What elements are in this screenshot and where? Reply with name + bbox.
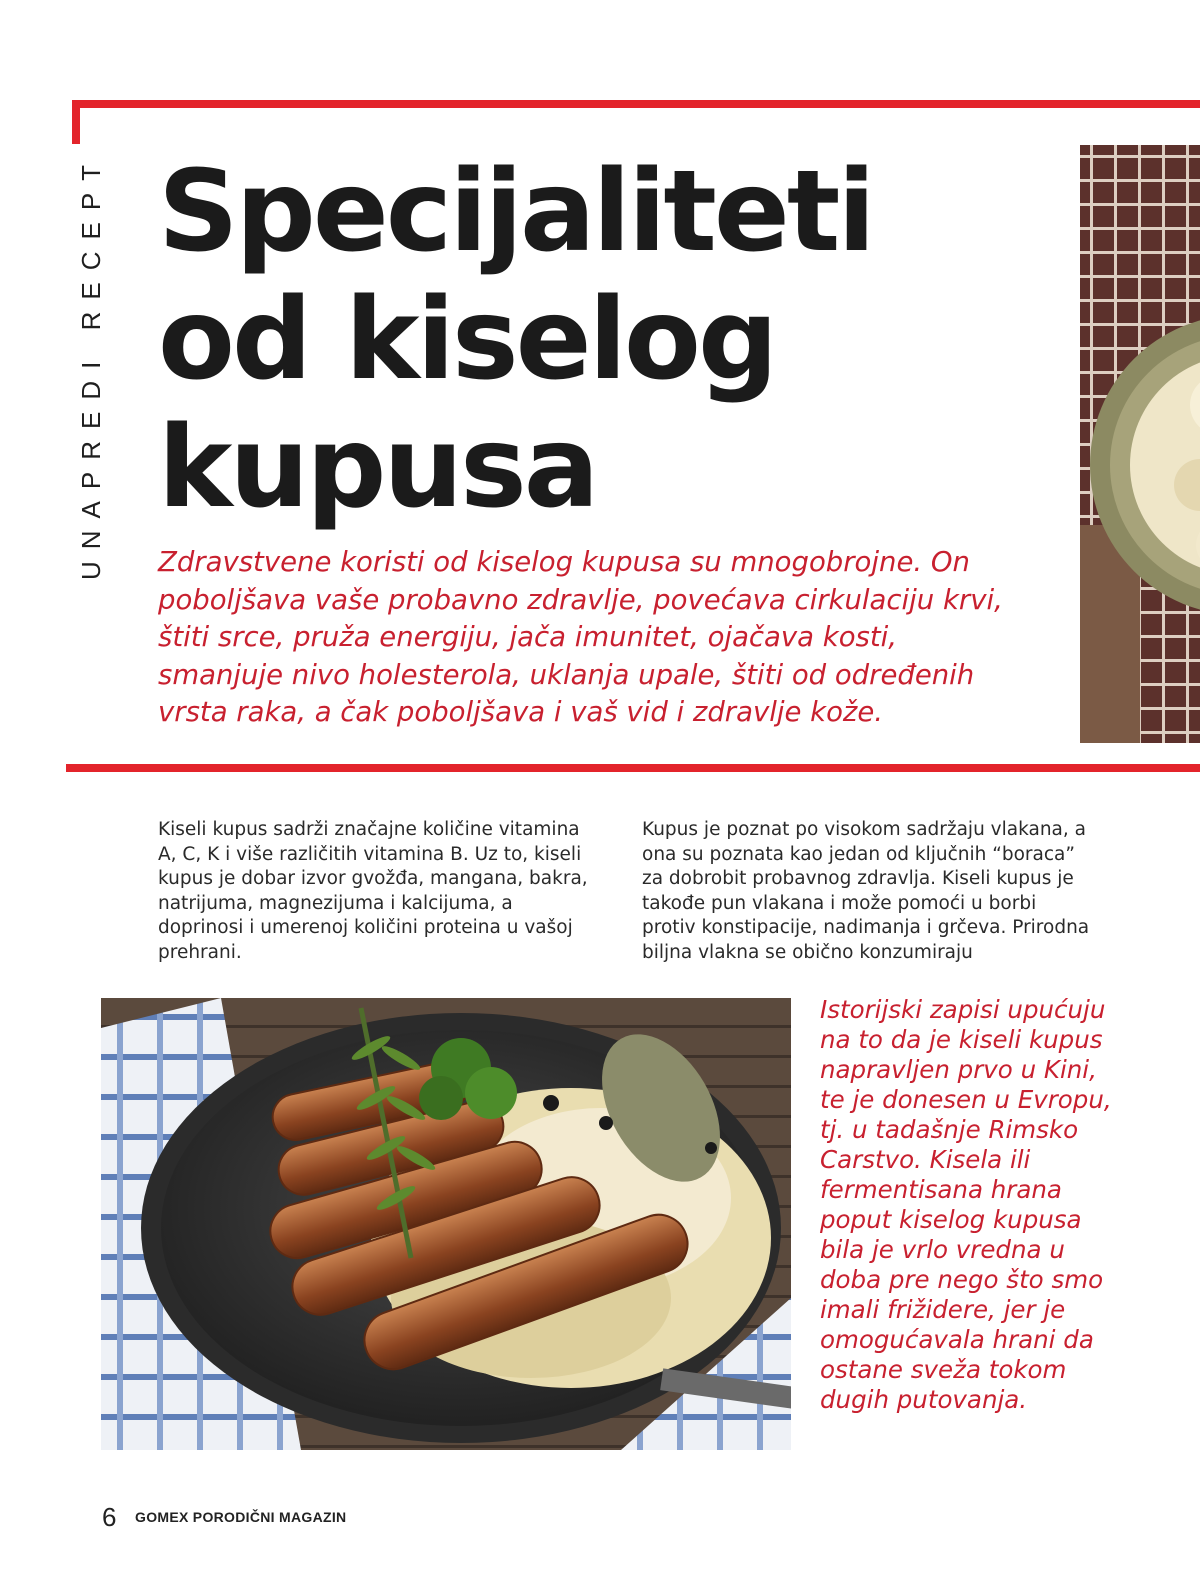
title-line: Specijaliteti: [158, 147, 873, 277]
red-rule-corner: [72, 100, 80, 144]
lead-paragraph: Zdravstvene koristi od kiselog kupusa su mnogobrojne. On poboljšava vaše probavno zdravlje, povećava cirkulaciju krvi, štiti srce, pruža energiju, jača imunitet, ojačava kosti, smanjuje nivo holesterola, uklanja upale, štiti od određenih vrsta raka, a čak poboljšava i vaš vid i zdravlje kože.: [158, 546, 1003, 728]
section-label: UNAPREDI RECEPT: [76, 152, 106, 580]
body-column-1: Kiseli kupus sadrži značajne količine vitamina A, C, K i više različitih vitamina B. Uz to, kiseli kupus je dobar izvor gvožđa, mangana, bakra, natrijuma, magnezijuma i kalcijuma, a doprinosi i umerenoj količini proteina u vašoj prehrani.: [158, 819, 588, 963]
title-line: kupusa: [158, 403, 597, 533]
page-title: [158, 148, 1038, 532]
magazine-name: GOMEX PORODIČNI MAGAZIN: [135, 1509, 347, 1525]
body-column-2: Kupus je poznat po visokom sadržaju vlakana, a ona su poznata kao jedan od ključnih “boraca” za dobrobit probavnog zdravlja. Kiseli kupus je takođe pun vlakana i može pomoći u borbi protiv konstipacije, nadimanja i grčeva. Prirodna biljna vlakna se obično konzumiraju: [642, 819, 1090, 963]
title-line: od kiselog: [158, 275, 776, 405]
red-rule-middle: [66, 764, 1200, 772]
pull-quote: Istorijski zapisi upućuju na to da je kiseli kupus napravljen prvo u Kini, te je donesen u Evropu, tj. u tadašnje Rimsko Carstvo. Kisela ili fermentisana hrana poput kiselog kupusa bila je vrlo vredna u doba pre nego što smo imali frižidere, jer je omogućavala hrani da ostane sveža tokom dugih putovanja.: [820, 995, 1112, 1414]
sauerkraut-bowl-photo: [1080, 145, 1200, 743]
page-number: 6: [102, 1502, 117, 1532]
red-rule-top: [72, 100, 1200, 108]
sausages-sauerkraut-photo: [101, 998, 791, 1450]
